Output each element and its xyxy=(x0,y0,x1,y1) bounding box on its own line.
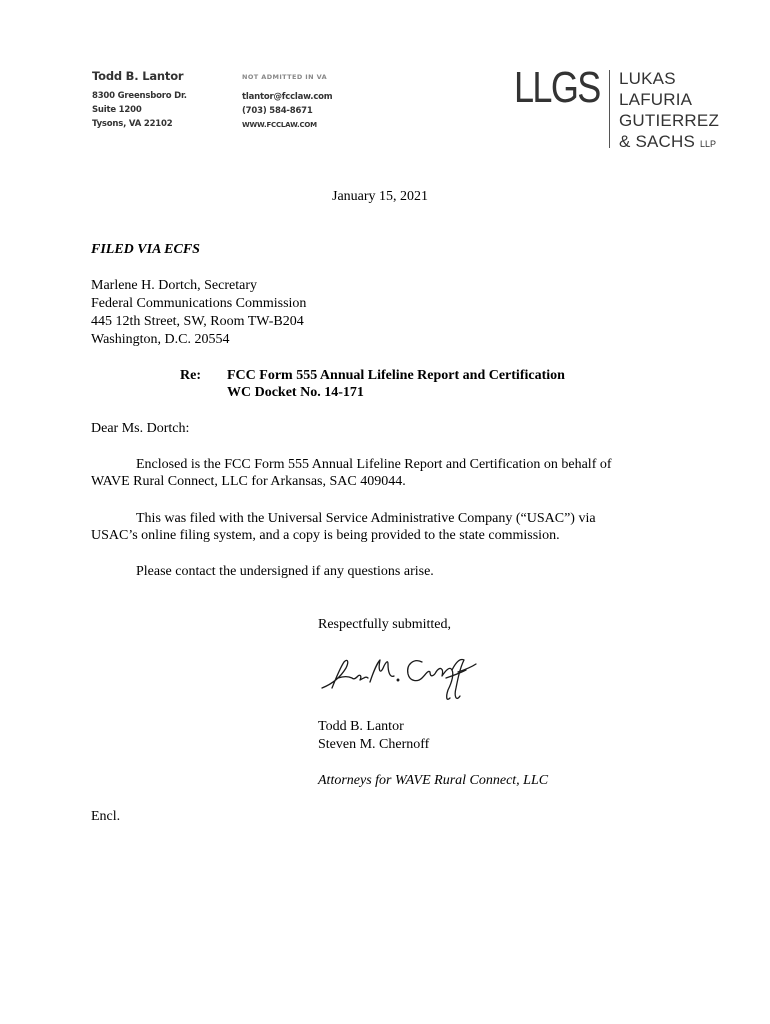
logo-firm-name xyxy=(619,68,719,155)
signer-1: Todd B. Lantor xyxy=(318,719,404,734)
enclosure-note: Encl. xyxy=(91,809,121,824)
logo-line2: LAFURIA xyxy=(619,90,693,109)
logo-line4-wrap xyxy=(619,131,719,155)
handwritten-signature xyxy=(318,648,488,710)
letter-date: January 15, 2021 xyxy=(332,189,429,204)
letterhead-phone: (703) 584-8671 xyxy=(242,106,313,116)
letterhead-contact-details xyxy=(242,73,332,132)
logo-abbreviation: LLGS xyxy=(514,63,600,112)
paragraph-2-line1: This was filed with the Universal Service Administrative Company (“USAC”) via xyxy=(136,511,596,526)
re-line1: FCC Form 555 Annual Lifeline Report and Certification xyxy=(227,368,565,383)
signer-2: Steven M. Chernoff xyxy=(318,737,430,752)
letterhead-contact xyxy=(92,69,187,131)
recipient-org: Federal Communications Commission xyxy=(91,296,307,311)
letterhead-admission-note: NOT ADMITTED IN VA xyxy=(242,73,328,81)
logo-line3: GUTIERREZ xyxy=(619,111,720,130)
recipient-name: Marlene H. Dortch, Secretary xyxy=(91,278,257,293)
paragraph-3: Please contact the undersigned if any questions arise. xyxy=(136,564,434,579)
letterhead-address-line2: Suite 1200 xyxy=(92,105,142,115)
logo-suffix: LLP xyxy=(699,139,716,149)
recipient-city: Washington, D.C. 20554 xyxy=(91,332,230,347)
signer-role: Attorneys for WAVE Rural Connect, LLC xyxy=(318,773,549,788)
re-line2: WC Docket No. 14-171 xyxy=(227,385,364,400)
letterhead-attorney-name: Todd B. Lantor xyxy=(92,69,184,83)
logo-line1: LUKAS xyxy=(619,69,676,88)
re-label: Re: xyxy=(180,368,201,383)
logo-line4: & SACHS xyxy=(619,132,696,151)
closing: Respectfully submitted, xyxy=(318,617,451,632)
paragraph-1-line1: Enclosed is the FCC Form 555 Annual Lifeline Report and Certification on behalf of xyxy=(136,457,612,472)
letterhead-address-line1: 8300 Greensboro Dr. xyxy=(92,91,187,101)
recipient-street: 445 12th Street, SW, Room TW-B204 xyxy=(91,314,304,329)
letterhead-address-line3: Tysons, VA 22102 xyxy=(92,119,173,129)
letterhead-website: WWW.FCCLAW.COM xyxy=(242,121,317,129)
letterhead-email: tlantor@fcclaw.com xyxy=(242,92,333,102)
salutation: Dear Ms. Dortch: xyxy=(91,421,190,436)
paragraph-2-line2: USAC’s online filing system, and a copy is being provided to the state commission. xyxy=(91,528,560,543)
logo-divider xyxy=(609,70,610,148)
paragraph-1-line2: WAVE Rural Connect, LLC for Arkansas, SAC 409044. xyxy=(91,474,406,489)
filing-method: FILED VIA ECFS xyxy=(91,242,200,257)
